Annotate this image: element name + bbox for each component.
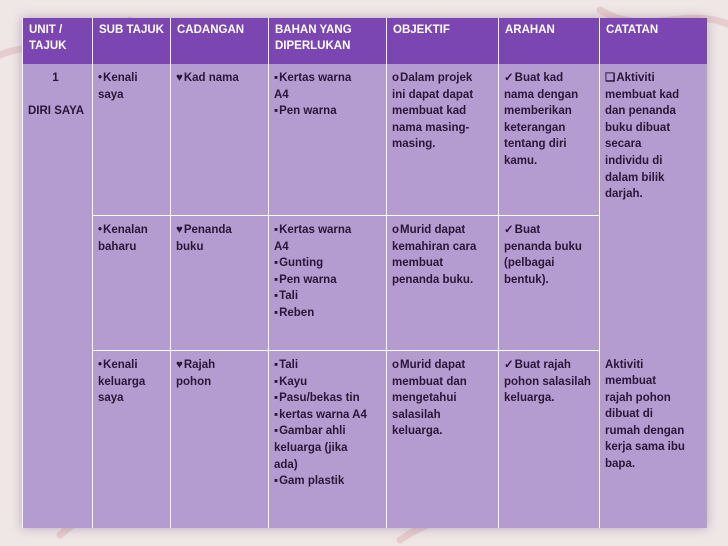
bullet-item <box>274 103 382 120</box>
bullet-text: secara <box>605 138 642 151</box>
bullet-item <box>176 357 264 390</box>
bullet-item <box>274 70 382 103</box>
bullet-line <box>605 406 703 423</box>
bullet-line <box>274 473 382 490</box>
cadangan-cell <box>171 216 269 351</box>
bullet-icon: ▪ <box>274 224 279 236</box>
bullet-line <box>605 170 703 187</box>
cadangan-cell <box>171 351 269 529</box>
bullet-line <box>98 390 166 407</box>
bullet-text: Kertas warna <box>279 72 352 84</box>
arahan-cell <box>499 351 600 529</box>
bullet-icon: o <box>392 359 400 371</box>
bullet-item <box>605 70 703 203</box>
bullet-text: keluarga (jika <box>274 441 348 454</box>
bullet-line <box>392 136 494 153</box>
bullet-text: membuat <box>392 257 444 270</box>
bullet-text: memberikan <box>504 105 572 118</box>
col-header-bahan <box>269 18 387 64</box>
bullet-text: mengetahui <box>392 392 457 405</box>
bullet-text: Aktiviti <box>605 358 644 371</box>
bullet-line <box>176 357 264 374</box>
col-header-arahan: ARAHAN <box>499 18 600 64</box>
bullet-line <box>605 87 703 104</box>
bullet-icon: ▪ <box>274 273 279 286</box>
col-header-catatan: CATATAN <box>600 18 708 64</box>
bullet-line <box>392 374 494 391</box>
bullet-icon: o <box>392 72 400 84</box>
bahan-cell <box>269 351 387 529</box>
bullet-line <box>176 374 264 391</box>
bullet-text: keluarga. <box>392 425 443 438</box>
bullet-item <box>274 222 382 255</box>
bullet-line <box>274 440 382 457</box>
bullet-text: tentang diri <box>504 138 567 151</box>
bullet-icon: ♥ <box>176 72 183 84</box>
subtajuk-cell <box>93 216 171 351</box>
bullet-line <box>274 357 382 374</box>
bullet-line <box>274 255 382 272</box>
table-row <box>23 216 708 351</box>
bullet-text: Rajah <box>183 359 216 371</box>
bullet-line <box>605 103 703 120</box>
unit-cell-empty <box>23 216 93 351</box>
subtajuk-cell <box>93 64 171 216</box>
bahan-cell <box>269 216 387 351</box>
bullet-text: rajah pohon <box>605 391 671 404</box>
bullet-text: Gunting <box>279 257 324 270</box>
bullet-text: membuat <box>605 375 657 388</box>
col-header-bahan-line1: BAHAN YANG <box>275 24 352 36</box>
bullet-line <box>605 120 703 137</box>
bullet-line <box>605 373 703 390</box>
bullet-line <box>504 103 595 120</box>
arahan-cell <box>499 64 600 216</box>
bullet-line <box>98 374 166 391</box>
bullet-text: nama masing- <box>392 121 470 134</box>
bullet-icon: ❑ <box>605 72 616 84</box>
bullet-text: Kenali <box>103 72 138 84</box>
bullet-item <box>274 407 382 424</box>
bullet-text: nama dengan <box>504 88 579 101</box>
bullet-text: Kertas warna <box>279 224 352 236</box>
bullet-line <box>392 390 494 407</box>
bullet-icon: ▪ <box>274 290 279 303</box>
bullet-line <box>392 357 494 374</box>
bullet-line <box>392 255 494 272</box>
objektif-cell <box>387 216 499 351</box>
bullet-line <box>274 457 382 474</box>
catatan-cell <box>600 351 708 529</box>
bullet-text: Gambar ahli <box>279 425 346 438</box>
bullet-line <box>392 120 494 137</box>
bullet-line <box>392 222 494 239</box>
bullet-text: kertas warna A4 <box>279 408 367 421</box>
bullet-text: darjah. <box>605 188 643 201</box>
bullet-text: buku dibuat <box>605 121 671 134</box>
bullet-text: Kenalan <box>103 224 148 236</box>
bullet-text: kerja sama ibu <box>605 441 685 454</box>
bullet-line <box>274 87 382 104</box>
bullet-text: individu di <box>605 154 663 167</box>
catatan-cell <box>600 64 708 216</box>
bullet-item <box>504 222 595 288</box>
bullet-line <box>504 357 595 374</box>
bullet-line <box>605 439 703 456</box>
bullet-text: Buat <box>514 224 541 236</box>
bullet-text: penanda buku <box>504 240 582 253</box>
bullet-line <box>274 239 382 256</box>
bullet-text: Murid dapat <box>400 224 466 236</box>
bullet-line <box>504 272 595 289</box>
bullet-line <box>605 423 703 440</box>
bullet-item <box>392 357 494 440</box>
bullet-text: Tali <box>279 359 299 371</box>
bullet-line <box>392 70 494 87</box>
bullet-item <box>274 288 382 305</box>
bullet-text: keluarga <box>98 375 146 388</box>
objektif-cell <box>387 351 499 529</box>
bullet-line <box>392 87 494 104</box>
bullet-line <box>392 103 494 120</box>
bullet-item <box>274 255 382 272</box>
bullet-text: buku <box>176 240 204 253</box>
unit-number: 1 <box>52 72 59 84</box>
bullet-icon: ▪ <box>274 72 279 84</box>
bullet-line <box>98 222 166 239</box>
lesson-plan-table <box>22 18 707 528</box>
bullet-icon: o <box>392 224 400 236</box>
bullet-line <box>274 305 382 322</box>
bullet-text: membuat kad <box>605 88 680 101</box>
catatan-cell-empty <box>600 216 708 351</box>
bullet-line <box>274 374 382 391</box>
bullet-item <box>274 305 382 322</box>
bullet-line <box>98 87 166 104</box>
bullet-text: Buat kad <box>514 72 564 84</box>
bullet-text: membuat kad <box>392 105 467 118</box>
arahan-cell <box>499 216 600 351</box>
bullet-line <box>98 239 166 256</box>
bullet-text: Penanda <box>183 224 232 236</box>
bullet-icon: ✓ <box>504 72 514 84</box>
bullet-line <box>605 153 703 170</box>
bullet-icon: ▪ <box>274 408 279 421</box>
unit-name: DIRI SAYA <box>28 104 85 117</box>
bullet-icon: ▪ <box>274 306 279 319</box>
bullet-text: dibuat di <box>605 408 653 421</box>
bahan-cell <box>269 64 387 216</box>
bullet-icon: • <box>98 72 103 84</box>
bullet-line <box>504 70 595 87</box>
unit-cell <box>23 64 93 216</box>
bullet-icon: ▪ <box>274 392 279 405</box>
bullet-line <box>274 407 382 424</box>
bullet-item <box>176 70 264 87</box>
col-header-bahan-line2: DIPERLUKAN <box>275 40 351 52</box>
bullet-line <box>98 357 166 374</box>
bullet-text: Buat rajah <box>514 359 571 371</box>
bullet-line <box>605 186 703 203</box>
bullet-icon: ▪ <box>274 425 279 438</box>
bullet-line <box>504 120 595 137</box>
bullet-line <box>605 70 703 87</box>
bullet-line <box>176 239 264 256</box>
bullet-icon: ▪ <box>274 105 279 118</box>
bullet-line <box>392 407 494 424</box>
bullet-item <box>98 222 166 255</box>
table-row <box>23 64 708 216</box>
bullet-text: kamu. <box>504 154 538 167</box>
bullet-line <box>605 456 703 473</box>
bullet-item <box>98 70 166 103</box>
bullet-text: Gam plastik <box>279 475 345 488</box>
bullet-icon: ▪ <box>274 359 279 371</box>
bullet-line <box>605 357 703 374</box>
col-header-unit <box>23 18 93 64</box>
bullet-line <box>504 239 595 256</box>
bullet-text: salasilah <box>392 408 441 421</box>
table-slide <box>22 18 707 528</box>
bullet-text: Reben <box>279 306 315 319</box>
bullet-text: Pen warna <box>279 105 337 118</box>
bullet-line <box>274 272 382 289</box>
bullet-icon: • <box>98 359 103 371</box>
bullet-icon: ▪ <box>274 375 279 388</box>
bullet-text: dalam bilik <box>605 171 665 184</box>
bullet-line <box>504 153 595 170</box>
bullet-text: Pen warna <box>279 273 337 286</box>
bullet-item <box>98 357 166 407</box>
bullet-text: ada) <box>274 458 298 471</box>
bullet-text: Kenali <box>103 359 138 371</box>
bullet-text: ini dapat dapat <box>392 88 474 101</box>
subtajuk-cell <box>93 351 171 529</box>
bullet-item <box>274 272 382 289</box>
bullet-line <box>274 70 382 87</box>
bullet-item <box>504 357 595 407</box>
bullet-text: pohon <box>176 375 212 388</box>
bullet-text: keterangan <box>504 121 566 134</box>
bullet-text: baharu <box>98 240 137 253</box>
bullet-text: Pasu/bekas tin <box>279 392 360 405</box>
col-header-subtajuk: SUB TAJUK <box>93 18 171 64</box>
col-header-unit-line1: UNIT / <box>29 24 63 36</box>
bullet-text: Tali <box>279 290 299 303</box>
cadangan-cell <box>171 64 269 216</box>
bullet-text: rumah dengan <box>605 424 685 437</box>
bullet-text: membuat dan <box>392 375 467 388</box>
bullet-item <box>274 374 382 391</box>
bullet-text: Kayu <box>279 375 308 388</box>
bullet-text: pohon salasilah <box>504 375 591 388</box>
bullet-text: Murid dapat <box>400 359 466 371</box>
bullet-line <box>504 136 595 153</box>
bullet-text: dan penanda <box>605 105 676 118</box>
bullet-line <box>274 222 382 239</box>
bullet-item <box>605 357 703 473</box>
bullet-line <box>274 390 382 407</box>
bullet-icon: • <box>98 224 103 236</box>
bullet-text: keluarga. <box>504 392 555 405</box>
bullet-text: saya <box>98 392 124 405</box>
bullet-text: penanda buku. <box>392 273 474 286</box>
bullet-text: kemahiran cara <box>392 240 477 253</box>
bullet-text: A4 <box>274 88 289 101</box>
bullet-text: Aktiviti <box>616 72 655 84</box>
bullet-line <box>392 423 494 440</box>
bullet-text: Dalam projek <box>400 72 473 84</box>
bullet-line <box>504 87 595 104</box>
bullet-item <box>274 423 382 473</box>
bullet-line <box>392 272 494 289</box>
bullet-item <box>274 473 382 490</box>
bullet-line <box>274 103 382 120</box>
bullet-text: bapa. <box>605 458 636 471</box>
bullet-line <box>504 255 595 272</box>
bullet-line <box>392 239 494 256</box>
bullet-line <box>176 70 264 87</box>
bullet-line <box>504 390 595 407</box>
bullet-line <box>274 288 382 305</box>
col-header-objektif: OBJEKTIF <box>387 18 499 64</box>
bullet-text: masing. <box>392 138 436 151</box>
bullet-item <box>274 390 382 407</box>
bullet-icon: ✓ <box>504 359 514 371</box>
bullet-icon: ▪ <box>274 257 279 270</box>
bullet-text: Kad nama <box>183 72 239 84</box>
bullet-text: (pelbagai <box>504 257 555 270</box>
bullet-line <box>504 374 595 391</box>
bullet-line <box>504 222 595 239</box>
bullet-line <box>605 390 703 407</box>
bullet-text: bentuk). <box>504 273 549 286</box>
col-header-unit-line2: TAJUK <box>29 40 67 52</box>
bullet-line <box>98 70 166 87</box>
bullet-text: A4 <box>274 240 289 253</box>
bullet-item <box>392 70 494 153</box>
bullet-item <box>176 222 264 255</box>
bullet-line <box>605 136 703 153</box>
header-row <box>23 18 708 64</box>
bullet-item <box>504 70 595 170</box>
bullet-icon: ♥ <box>176 224 183 236</box>
bullet-line <box>176 222 264 239</box>
bullet-item <box>392 222 494 288</box>
bullet-line <box>274 423 382 440</box>
bullet-item <box>274 357 382 374</box>
table-row <box>23 351 708 529</box>
objektif-cell <box>387 64 499 216</box>
bullet-text: saya <box>98 88 124 101</box>
col-header-cadangan: CADANGAN <box>171 18 269 64</box>
bullet-icon: ▪ <box>274 475 279 488</box>
bullet-icon: ✓ <box>504 224 514 236</box>
unit-cell-empty <box>23 351 93 529</box>
bullet-icon: ♥ <box>176 359 183 371</box>
